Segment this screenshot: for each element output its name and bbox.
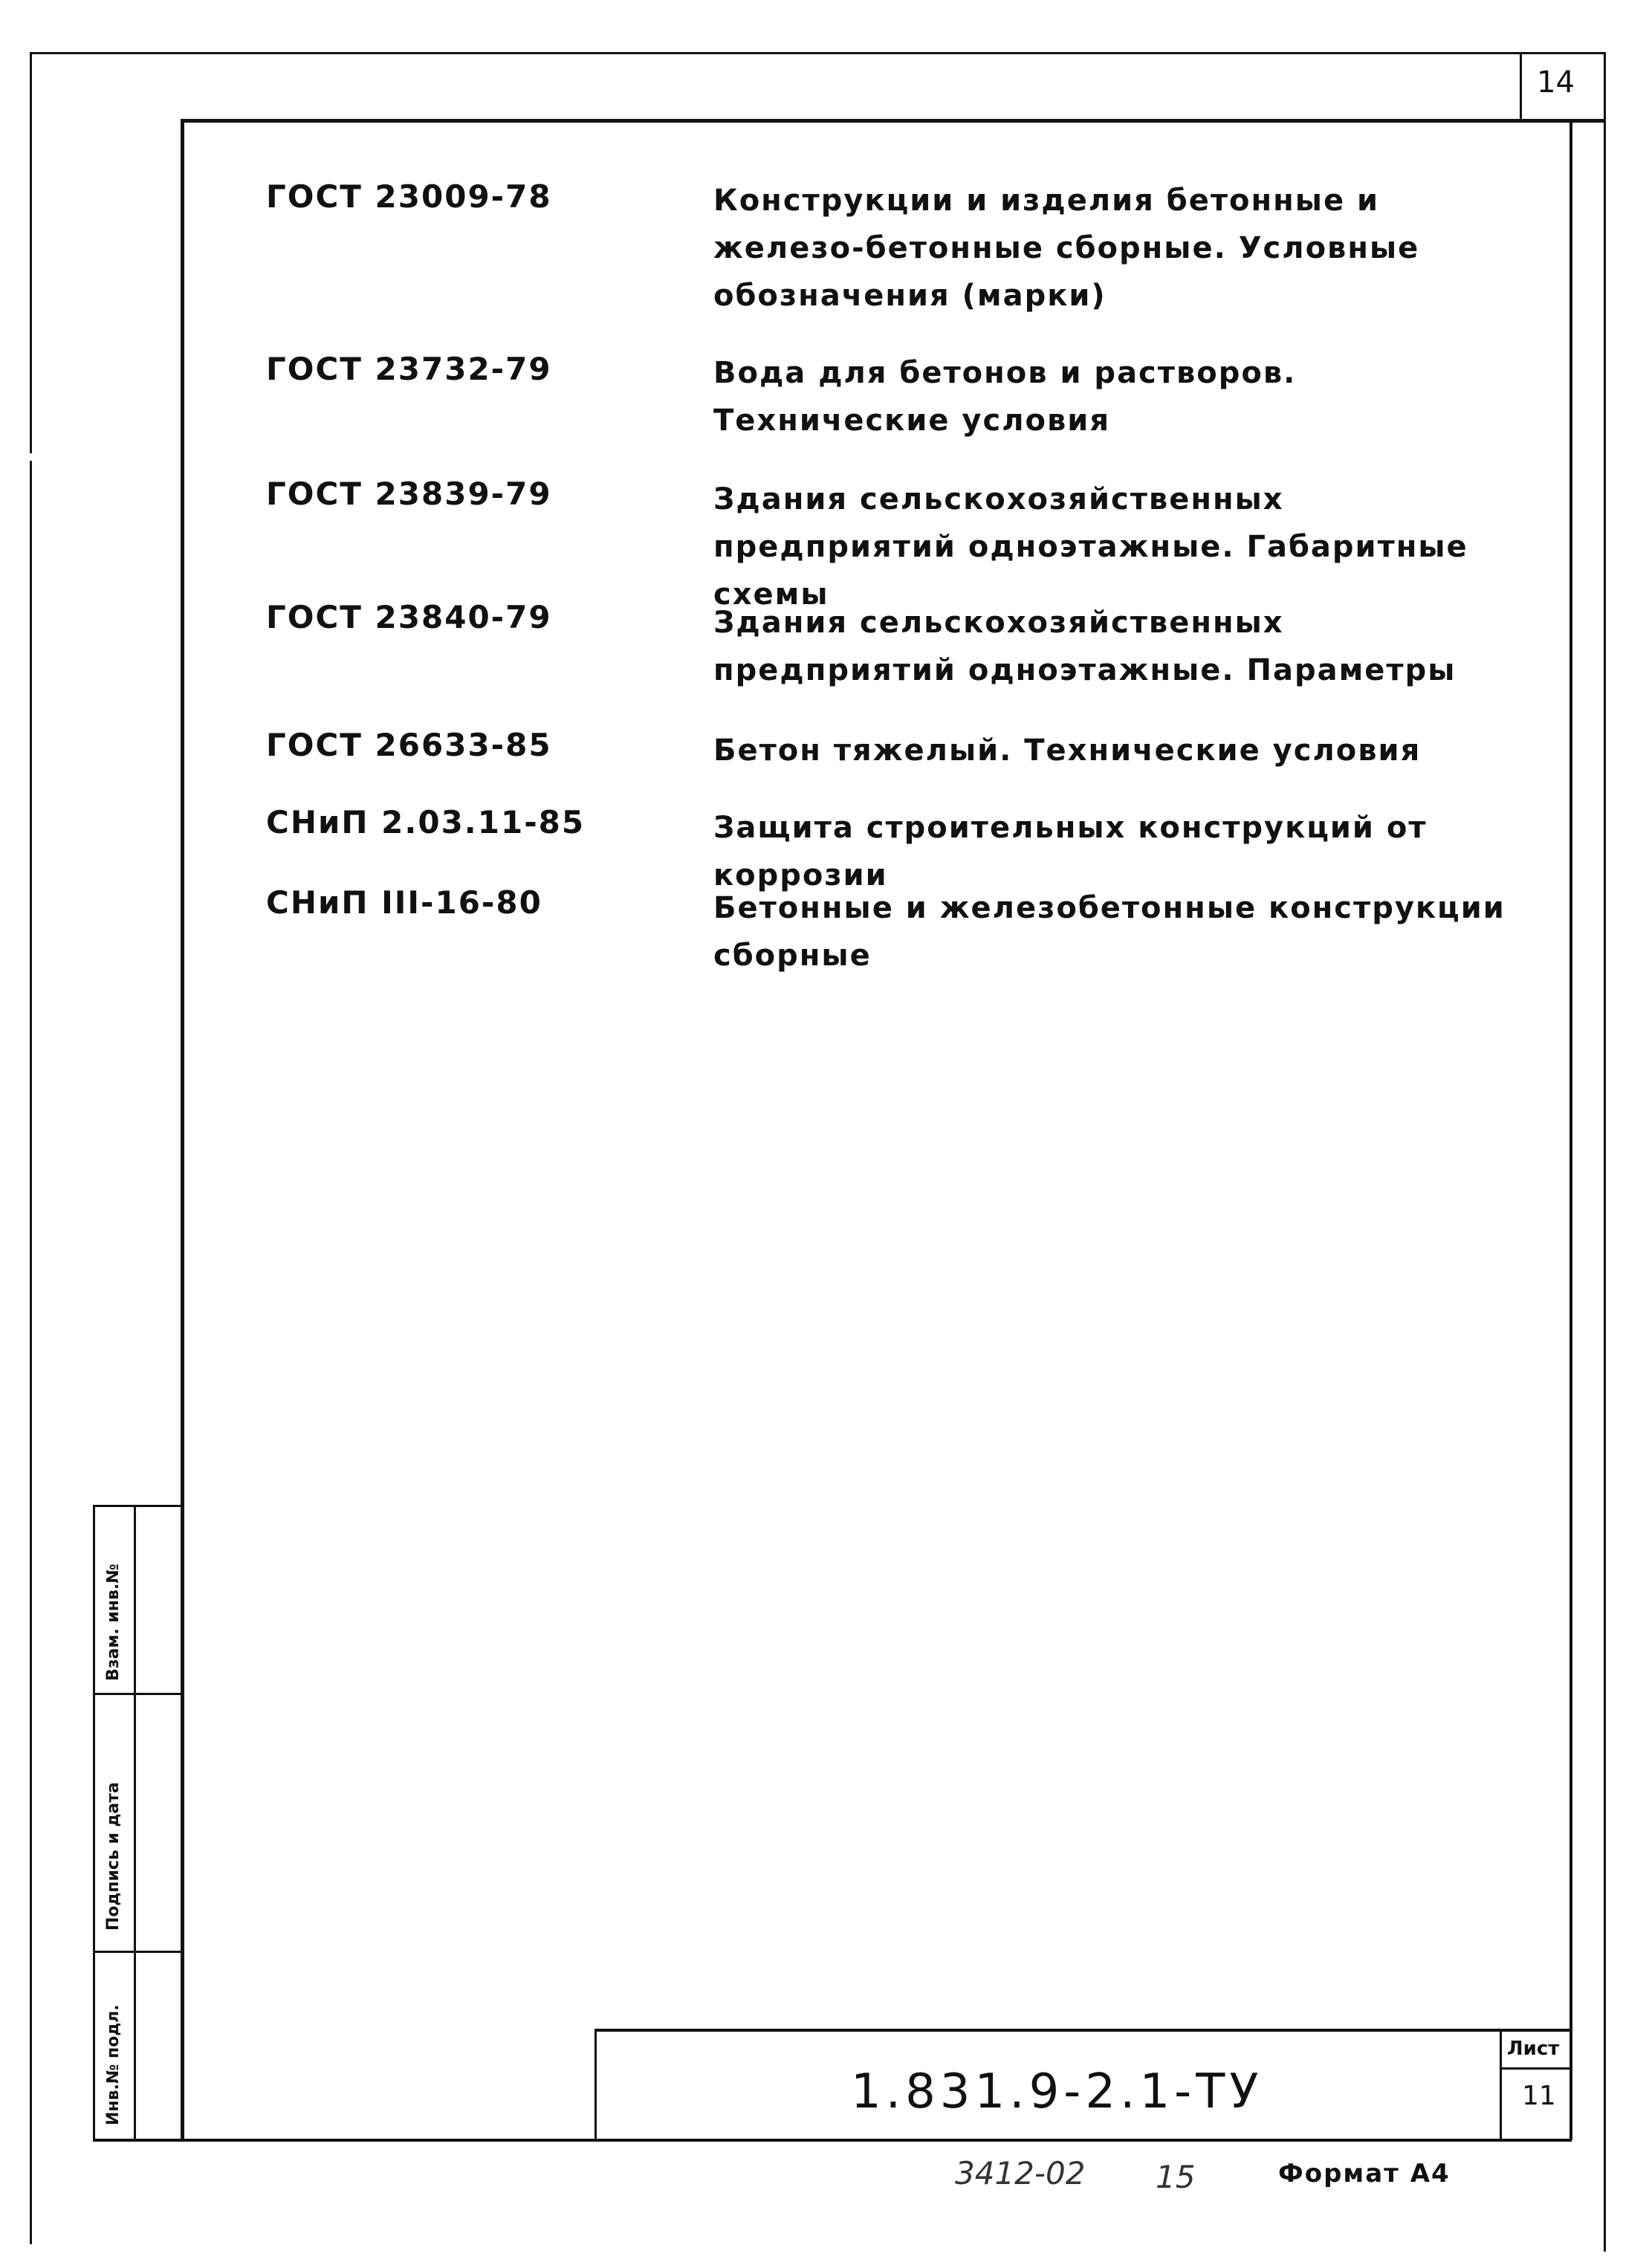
side-stamp-left-border	[93, 1505, 95, 2142]
entry-description: Конструкции и изделия бетонные и железо-бетонные сборные. Условные обозначения (марки)	[713, 184, 1420, 313]
side-stamp-label-replacement: Взам. инв.№	[104, 1564, 123, 1681]
entry-description: Бетон тяжелый. Технические условия	[713, 733, 1422, 768]
outer-border-left	[30, 52, 32, 453]
entry-description: Вода для бетонов и растворов. Технические условия	[713, 356, 1297, 438]
side-stamp-mid-line	[134, 1505, 136, 2142]
sheet-cell-divider	[1500, 2067, 1572, 2070]
frame-left	[181, 119, 184, 2140]
entry-code: ГОСТ 23009-78	[266, 178, 552, 215]
entry-code: ГОСТ 26633-85	[266, 727, 552, 763]
document-code: 1.831.9-2.1-ТУ	[851, 2064, 1263, 2119]
outer-border-top	[30, 52, 1605, 54]
side-stamp-label-inventory: Инв.№ подл.	[104, 2004, 123, 2125]
entry-description: Бетонные и железобетонные конструкции сборные	[713, 891, 1506, 973]
entry-code: СНиП III-16-80	[266, 884, 542, 921]
page-number: 14	[1537, 65, 1575, 100]
title-block-top	[595, 2029, 1572, 2032]
archive-number: 3412-02	[955, 2155, 1086, 2191]
side-stamp-divider-2	[93, 1951, 182, 1953]
sheet-number: 11	[1522, 2081, 1556, 2111]
entry-description: Здания сельскохозяйственных предприятий одноэтажные. Габаритные схемы	[713, 482, 1468, 612]
archive-sheet-number: 15	[1156, 2159, 1196, 2195]
entry-description: Здания сельскохозяйственных предприятий одноэтажные. Параметры	[713, 606, 1457, 687]
outer-border-right	[1604, 52, 1606, 2252]
entry-description: Защита строительных конструкций от коррозии	[713, 811, 1428, 892]
entry-code: СНиП 2.03.11-85	[266, 804, 586, 840]
side-stamp-top	[93, 1505, 182, 1507]
entry-code: ГОСТ 23732-79	[266, 351, 552, 387]
frame-right	[1569, 123, 1572, 2140]
format-label: Формат А4	[1278, 2159, 1451, 2188]
sheet-label: Лист	[1507, 2038, 1560, 2060]
side-stamp-label-signature: Подпись и дата	[104, 1782, 123, 1931]
outer-border-left-lower	[30, 461, 32, 2244]
entry-code: ГОСТ 23840-79	[266, 599, 552, 635]
page-number-cell-left	[1520, 54, 1522, 122]
title-block-left	[595, 2029, 597, 2140]
entry-code: ГОСТ 23839-79	[266, 476, 552, 512]
frame-bottom	[93, 2139, 1572, 2142]
side-stamp-divider-1	[93, 1693, 182, 1695]
frame-top	[182, 119, 1605, 123]
sheet-cell-left	[1500, 2029, 1502, 2140]
